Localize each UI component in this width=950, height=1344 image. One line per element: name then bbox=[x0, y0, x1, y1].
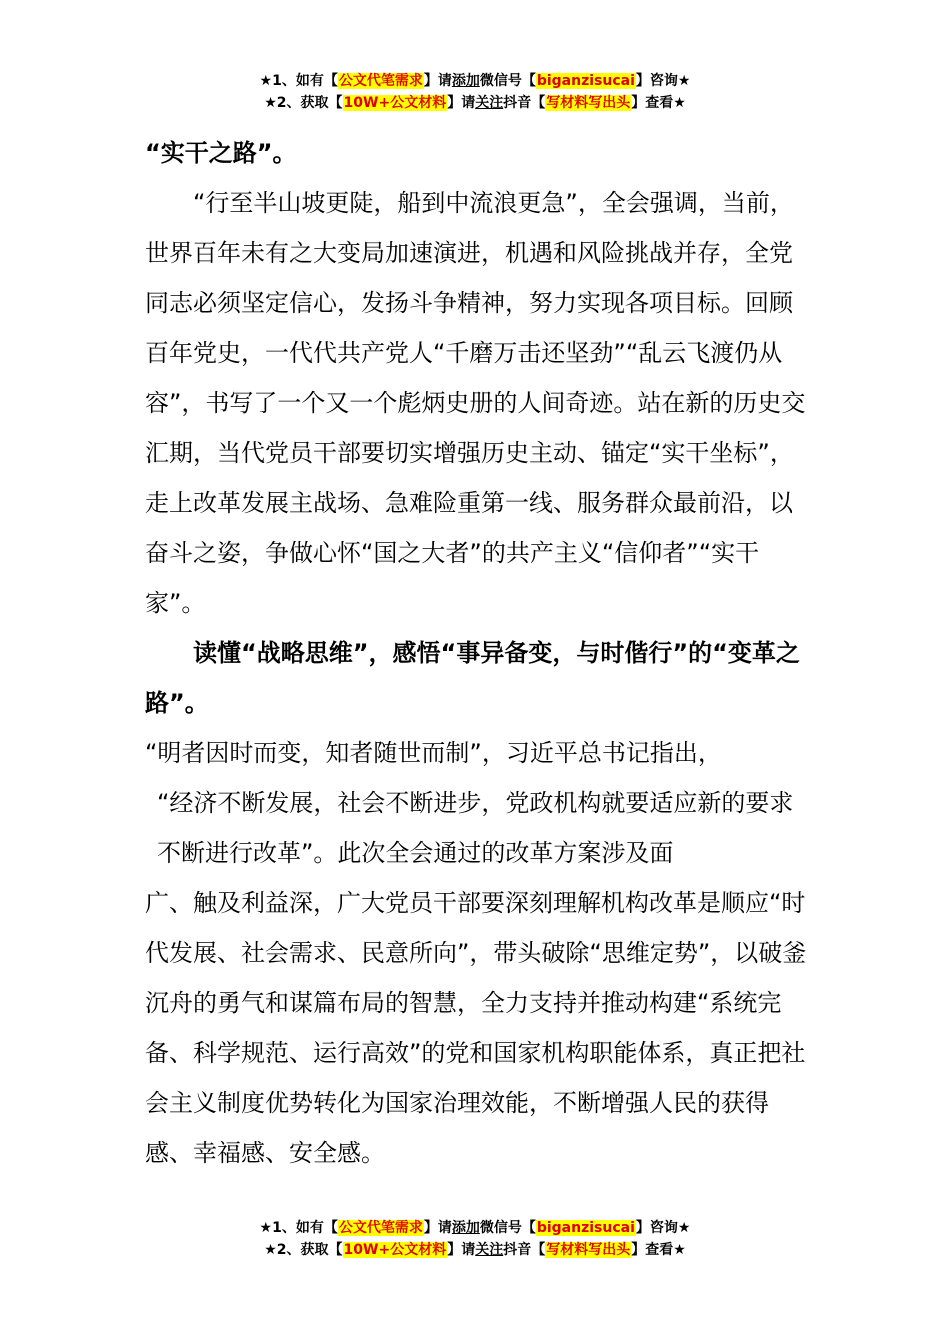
banner-text: 2、获取【 bbox=[276, 1242, 343, 1258]
banner-line-1 bbox=[0, 70, 950, 92]
highlight-materials: 10W+公文材料 bbox=[343, 1242, 447, 1258]
banner-text: 】查看 bbox=[631, 95, 674, 111]
banner-text: 1、如有【 bbox=[272, 1220, 338, 1236]
banner-text: 】请 bbox=[447, 95, 476, 111]
bottom-banner bbox=[0, 1217, 950, 1261]
banner-text: 微信号【 bbox=[479, 73, 536, 89]
highlight-wechat-id: biganzisucai bbox=[536, 73, 635, 89]
highlight-wechat-id: biganzisucai bbox=[536, 1220, 635, 1236]
banner-text: 】请 bbox=[423, 73, 452, 89]
paragraph-1: “行至半山坡更陡，船到中流浪更急”，全会强调，当前，世界百年未有之大变局加速演进，机遇和风险挑战并存，全党同志必须坚定信心，发扬斗争精神，努力实现各项目标。回顾百年党史，一代代共产党人“千磨万击还坚劲”“乱云飞渡仍从容”，书写了一个又一个彪炳史册的人间奇迹。站在新的历史交汇期，当代党员干部要切实增强历史主动、锚定“实干坐标”，走上改革发展主战场、急难险重第一线、服务群众最前沿，以奋斗之姿，争做心怀“国之大者”的共产主义“信仰者”“实干家”。 bbox=[145, 189, 806, 617]
banner-text: 微信号【 bbox=[479, 1220, 536, 1236]
paragraph-2-continued: “经济不断发展，社会不断进步，党政机构就要适应新的要求不断进行改革”。此次全会通过的改革方案涉及面 bbox=[157, 789, 794, 867]
star-icon: ★ bbox=[673, 1242, 686, 1258]
star-icon: ★ bbox=[677, 1220, 691, 1236]
section-heading-2: 读懂“战略思维”，感悟“事异备变，与时偕行”的“变革之路”。 bbox=[145, 639, 800, 717]
banner-text: 】查看 bbox=[631, 1242, 674, 1258]
banner-line-2 bbox=[0, 1239, 950, 1261]
star-icon: ★ bbox=[677, 73, 691, 89]
star-icon: ★ bbox=[264, 95, 277, 111]
banner-text: 】咨询 bbox=[635, 73, 678, 89]
star-icon: ★ bbox=[673, 95, 686, 111]
highlight-service: 公文代笔需求 bbox=[338, 73, 423, 89]
banner-text: 抖音【 bbox=[503, 1242, 546, 1258]
underlined-text: 关注 bbox=[475, 1242, 504, 1258]
banner-text: 】请 bbox=[423, 1220, 452, 1236]
banner-line-2 bbox=[0, 92, 950, 114]
highlight-douyin: 写材料写出头 bbox=[546, 95, 631, 111]
document-body bbox=[145, 128, 813, 1178]
highlight-service: 公文代笔需求 bbox=[338, 1220, 423, 1236]
highlight-materials: 10W+公文材料 bbox=[343, 95, 447, 111]
heading-continuation: “实干之路”。 bbox=[145, 139, 297, 167]
underlined-text: 关注 bbox=[475, 95, 504, 111]
banner-text: 1、如有【 bbox=[272, 73, 338, 89]
banner-line-1 bbox=[0, 1217, 950, 1239]
banner-text: 抖音【 bbox=[503, 95, 546, 111]
banner-text: 】请 bbox=[447, 1242, 476, 1258]
banner-text: 】咨询 bbox=[635, 1220, 678, 1236]
underlined-text: 添加 bbox=[451, 1220, 480, 1236]
star-icon: ★ bbox=[259, 1220, 273, 1236]
top-banner bbox=[0, 70, 950, 114]
paragraph-2-line-1: “明者因时而变，知者随世而制”，习近平总书记指出， bbox=[145, 739, 722, 767]
highlight-douyin: 写材料写出头 bbox=[546, 1242, 631, 1258]
star-icon: ★ bbox=[264, 1242, 277, 1258]
star-icon: ★ bbox=[259, 73, 273, 89]
underlined-text: 添加 bbox=[451, 73, 480, 89]
paragraph-2-tail: 广、触及利益深，广大党员干部要深刻理解机构改革是顺应“时代发展、社会需求、民意所向”，带头破除“思维定势”，以破釜沉舟的勇气和谋篇布局的智慧，全力支持并推动构建“系统完备、科学规范、运行高效”的党和国家机构职能体系，真正把社会主义制度优势转化为国家治理效能，不断增强人民的获得感、幸福感、安全感。 bbox=[145, 889, 807, 1167]
banner-text: 2、获取【 bbox=[276, 95, 343, 111]
